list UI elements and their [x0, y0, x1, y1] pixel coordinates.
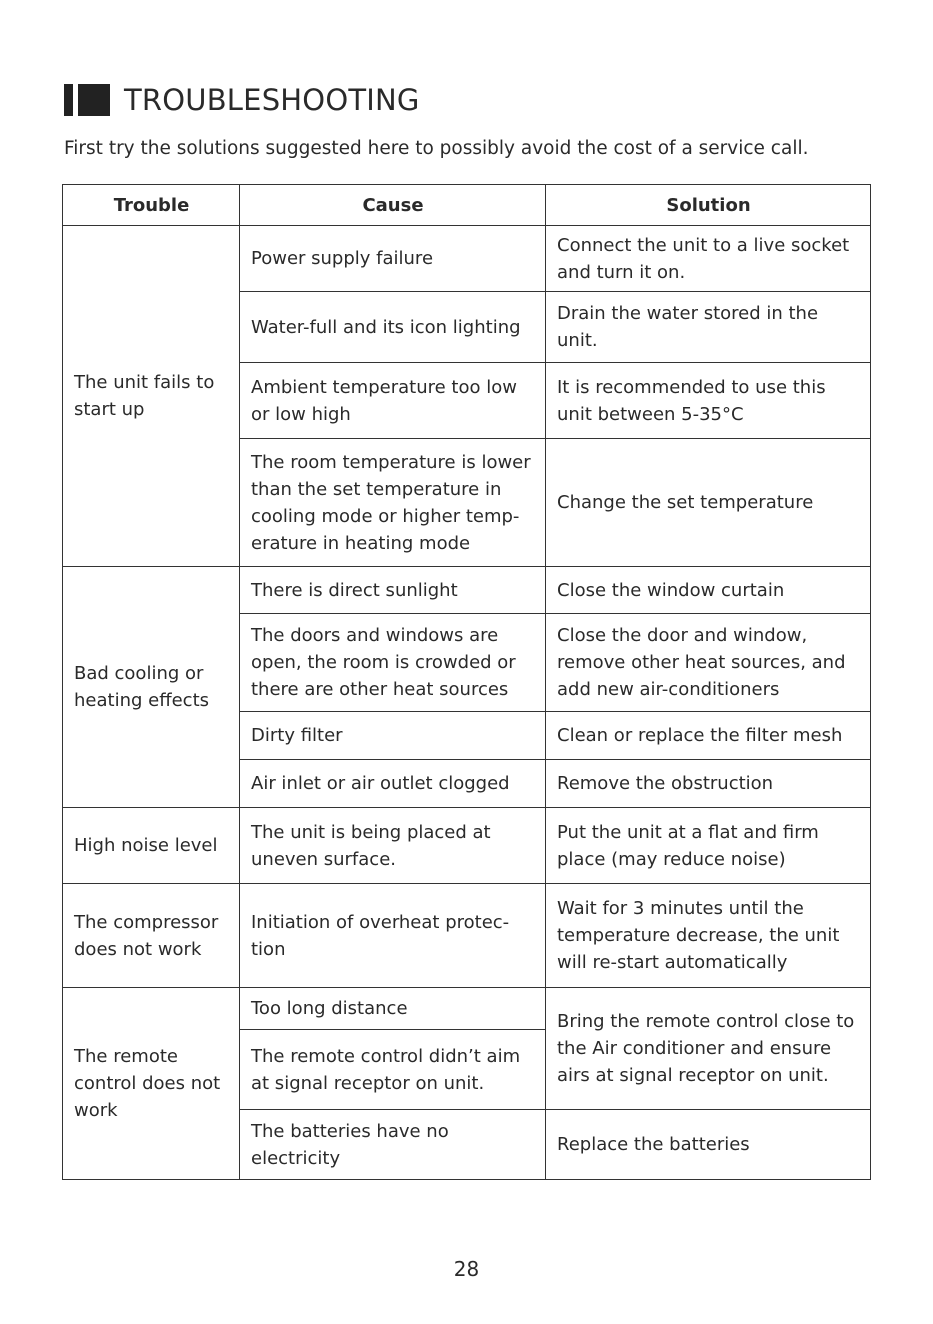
table-header-row [63, 185, 871, 226]
trouble-cell: Bad cooling or heating effects [63, 567, 240, 808]
solution-cell: Put the unit at a flat and firm place (may reduce noise) [546, 808, 871, 884]
cause-cell: Air inlet or air outlet clogged [240, 760, 546, 808]
trouble-cell: The remote control does not work [63, 988, 240, 1180]
cause-cell: The batteries have no electricity [240, 1110, 546, 1180]
cause-cell: Power supply failure [240, 226, 546, 292]
solution-cell: Clean or replace the filter mesh [546, 712, 871, 760]
table-row [63, 884, 871, 988]
header-trouble: Trouble [63, 185, 240, 226]
cause-cell: The doors and windows are open, the room is crowded or there are other heat sources [240, 614, 546, 712]
trouble-cell: The unit fails to start up [63, 226, 240, 567]
cause-cell: Ambient temperature too low or low high [240, 363, 546, 439]
page-number: 28 [453, 1257, 480, 1281]
cause-cell: The unit is being placed at uneven surface. [240, 808, 546, 884]
solution-cell: Bring the remote control close to the Air conditioner and ensure airs at signal receptor on unit. [546, 988, 871, 1110]
solution-cell: Remove the obstruction [546, 760, 871, 808]
intro-text: First try the solutions suggested here to possibly avoid the cost of a service call. [64, 138, 809, 159]
solution-cell: Drain the water stored in the unit. [546, 292, 871, 363]
solution-cell: Change the set temperature [546, 439, 871, 567]
section-header [64, 82, 420, 118]
solution-cell: Replace the batteries [546, 1110, 871, 1180]
header-solution: Solution [546, 185, 871, 226]
title-marker-thin [64, 84, 73, 116]
cause-cell: Initiation of overheat protec-tion [240, 884, 546, 988]
title-marker-thick [78, 84, 110, 116]
troubleshooting-table [62, 184, 871, 1180]
solution-cell: It is recommended to use this unit between 5-35°C [546, 363, 871, 439]
table-row [63, 567, 871, 614]
cause-cell: There is direct sunlight [240, 567, 546, 614]
cause-cell: Water-full and its icon lighting [240, 292, 546, 363]
trouble-cell: High noise level [63, 808, 240, 884]
cause-cell: Dirty filter [240, 712, 546, 760]
table-row [63, 808, 871, 884]
solution-cell: Close the door and window, remove other heat sources, and add new air-conditioners [546, 614, 871, 712]
solution-cell: Connect the unit to a live socket and turn it on. [546, 226, 871, 292]
header-cause: Cause [240, 185, 546, 226]
table-row [63, 226, 871, 292]
cause-cell: Too long distance [240, 988, 546, 1030]
solution-cell: Wait for 3 minutes until the temperature decrease, the unit will re-start automatically [546, 884, 871, 988]
cause-cell: The room temperature is lower than the set temperature in cooling mode or higher temp-erature in heating mode [240, 439, 546, 567]
cause-cell: The remote control didn’t aim at signal receptor on unit. [240, 1030, 546, 1110]
page-title: TROUBLESHOOTING [124, 83, 420, 117]
trouble-cell: The compressor does not work [63, 884, 240, 988]
table-row [63, 988, 871, 1030]
solution-cell: Close the window curtain [546, 567, 871, 614]
